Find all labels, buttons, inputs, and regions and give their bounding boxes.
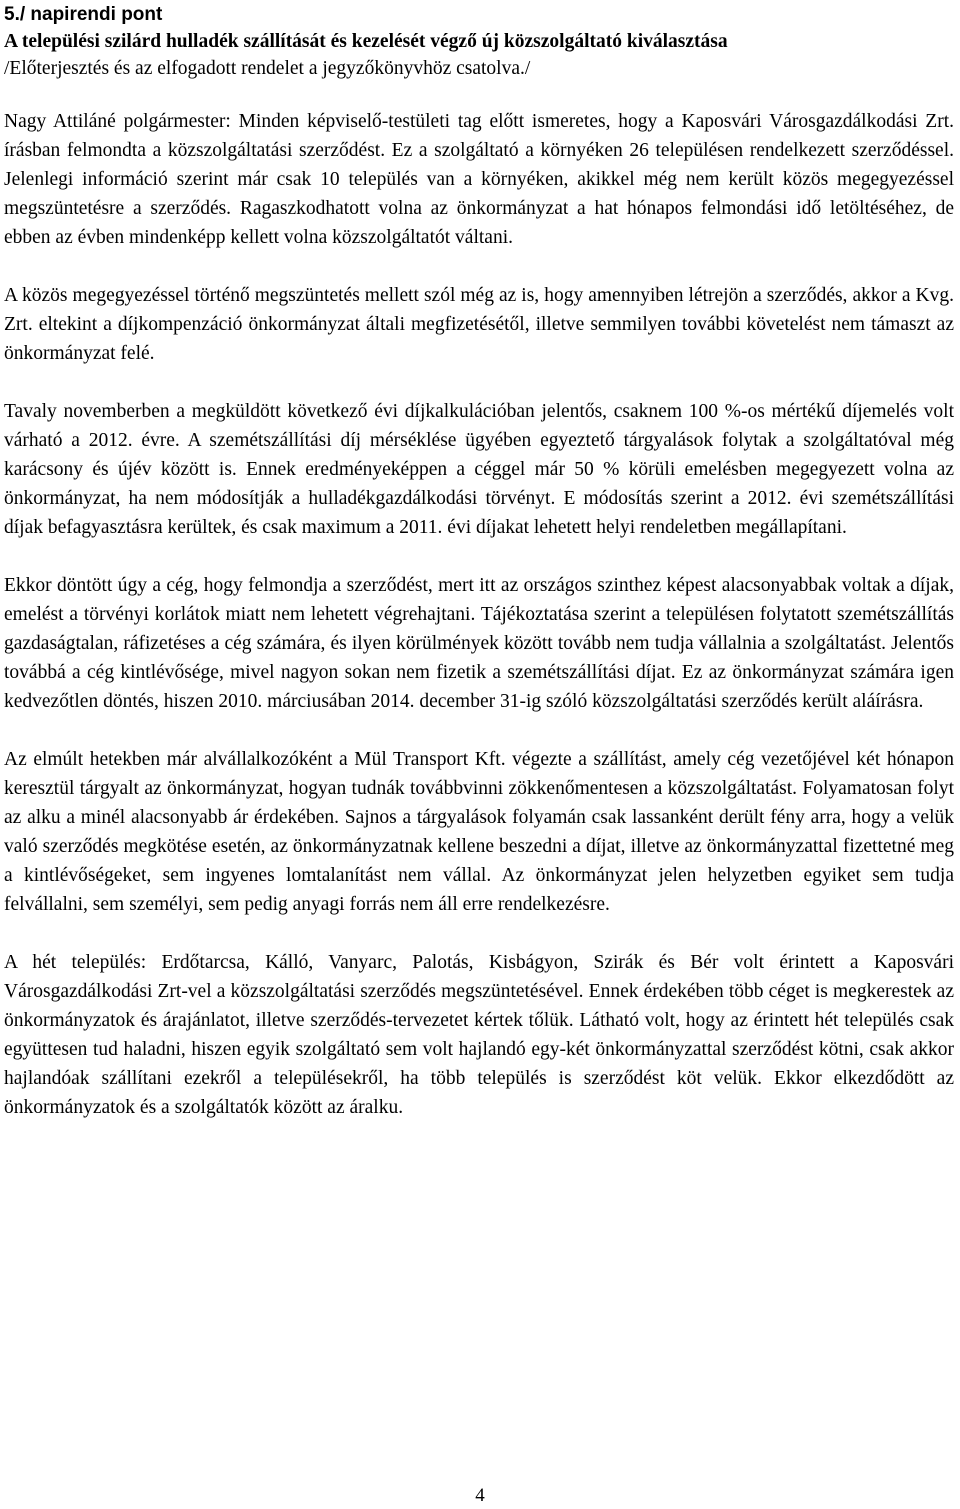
body-paragraph: Az elmúlt hetekben már alvállalkozóként a Mül Transport Kft. végezte a szállítást, amely cég vezetőjével két hónapon keresztül tárgyalt az önkormányzat, hogyan tudnák továbbvinni zökkenőmentesen a közszolgáltatást. Folyamatosan folyt az alku a minél alacsonyabb ár érdekében. Sajnos a tárgyalások folyamán csak lassanként derült fény arra, hogy a velük való szerződés megkötése esetén, az önkormányzatnak kellene beszedni a díjat, illetve az önkormányzattal fizettetné meg a kintlévőségeket, sem ingyenes lomtalanítást nem vállal. Az önkormányzat jelen helyzetben egyiket sem tudja felvállalni, sem személyi, sem pedig anyagi forrás nem áll erre rendelkezésre.: [4, 749, 954, 915]
body-paragraph: A közös megegyezéssel történő megszüntetés mellett szól még az is, hogy amennyiben létrejön a szerződés, akkor a Kvg. Zrt. eltekint a díjkompenzáció önkormányzat általi megfizetésétől, illetve semmilyen további követelést nem támaszt az önkormányzat felé.: [4, 285, 954, 364]
agenda-item-heading: 5./ napirendi pont: [4, 4, 163, 25]
agenda-item-note: /Előterjesztés és az elfogadott rendelet a jegyzőkönyvhöz csatolva./: [4, 58, 531, 79]
page-number: 4: [475, 1485, 485, 1506]
body-paragraph: Nagy Attiláné polgármester: Minden képviselő-testületi tag előtt ismeretes, hogy a Kaposvári Városgazdálkodási Zrt. írásban felmondta a közszolgáltatási szerződést. Ez a szolgáltató a környéken 26 településen rendelkezett szerződéssel. Jelenlegi információ szerint már csak 10 település van a környéken, akikkel még nem került közös megegyezéssel megszüntetésre a szerződés. Ragaszkodhatott volna az önkormányzat a hat hónapos felmondási idő letöltéséhez, de ebben az évben mindenképp kellett volna közszolgáltatót váltani.: [4, 111, 954, 248]
body-paragraph: Ekkor döntött úgy a cég, hogy felmondja a szerződést, mert itt az országos szinthez képest alacsonyabbak voltak a díjak, emelést a törvényi korlátok miatt nem lehetett végrehajtani. Tájékoztatása szerint a településen folytatott szemétszállítás gazdaságtalan, ráfizetéses a cég számára, és ilyen körülmények között tovább nem tudja vállalnia a szolgáltatást. Jelentős továbbá a cég kintlévősége, mivel nagyon sokan nem fizetik a szemétszállítási díjat. Ez az önkormányzat számára igen kedvezőtlen döntés, hiszen 2010. márciusában 2014. december 31-ig szóló közszolgáltatási szerződés került aláírásra.: [4, 575, 954, 712]
body-paragraph: Tavaly novemberben a megküldött következő évi díjkalkulációban jelentős, csaknem 100 %-os mértékű díjemelés volt várható a 2012. évre. A szemétszállítási díj mérséklése ügyében egyeztető tárgyalások folytak a szolgáltatóval még karácsony és újév között is. Ennek eredményeképpen a céggel már 50 % körüli emelésben megegyezett volna az önkormányzat, ha nem módosítják a hulladékgazdálkodási törvényt. E módosítás szerint a 2012. évi szemétszállítási díjak befagyasztásra kerültek, és csak maximum a 2011. évi díjakat lehetett helyi rendeletben megállapítani.: [4, 401, 954, 538]
document-page: [4, 2, 954, 1151]
body-paragraph: A hét település: Erdőtarcsa, Kálló, Vanyarc, Palotás, Kisbágyon, Szirák és Bér volt érintett a Kaposvári Városgazdálkodási Zrt-vel a közszolgáltatási szerződés megszüntetésével. Ennek érdekében több céget is megkerestek az önkormányzatok és árajánlatot, illetve szerződés-tervezetet kértek tőlük. Látható volt, hogy az érintett hét település csak együttesen tud haladni, hiszen egyik szolgáltató sem volt hajlandó egy-két önkormányzattal szerződést kötni, csak akkor hajlandóak szállítani ezekről a településekről, ha több település is szerződést köt velük. Ekkor elkezdődött az önkormányzatok és a szolgáltatók között az áralku.: [4, 952, 954, 1118]
agenda-item-title: A települési szilárd hulladék szállítását és kezelését végző új közszolgáltató kiválasztása: [4, 31, 728, 52]
